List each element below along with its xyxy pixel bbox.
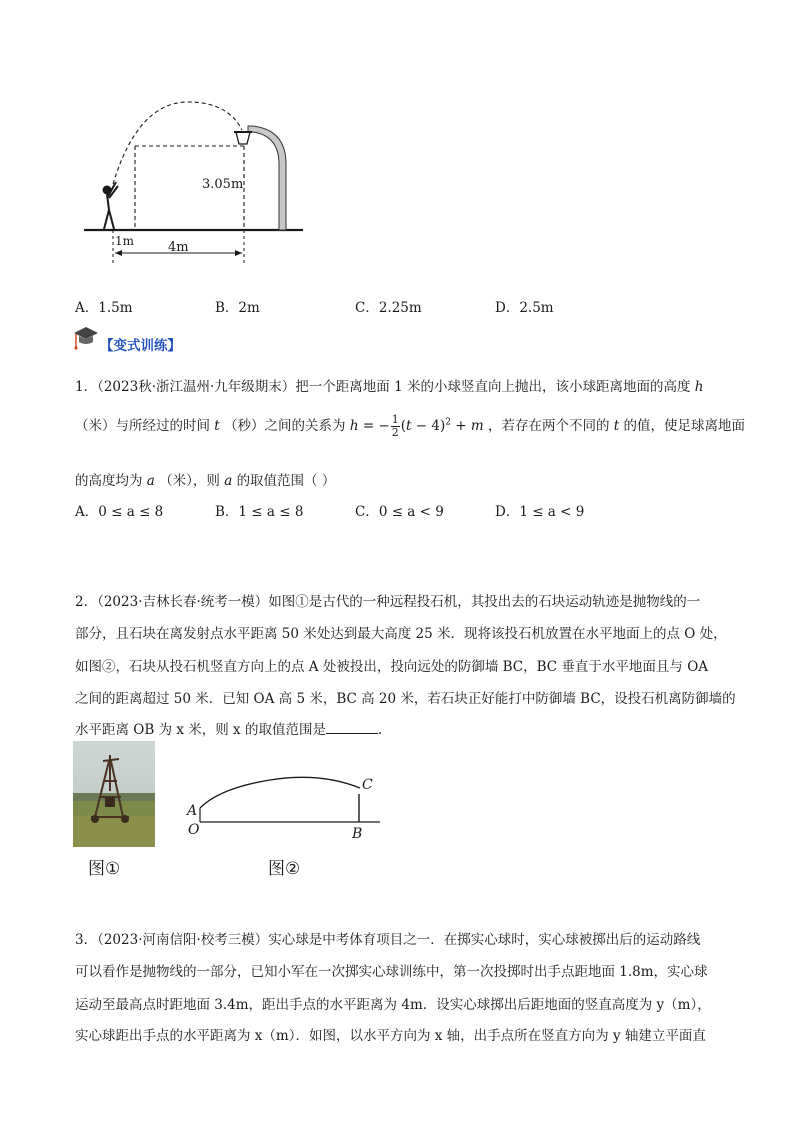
label-C: C	[362, 777, 373, 793]
trajectory-diagram	[180, 760, 400, 850]
q1-option-d[interactable]: D．1 ≤ a < 9	[495, 504, 585, 520]
q2-line2: 部分，且石块在离发射点水平距离 50 米处达到最大高度 25 米．现将该投石机放置在水平地面上的点 O 处，	[75, 626, 727, 642]
caption-fig1: 图①	[88, 859, 121, 879]
basketball-figure	[78, 92, 308, 270]
caption-fig2: 图②	[268, 859, 301, 879]
label-1m: 1m	[115, 234, 135, 248]
q0-option-d[interactable]: D．2.5m	[495, 300, 554, 316]
q0-option-c[interactable]: C．2.25m	[355, 300, 422, 316]
q0-option-a[interactable]: A．1.5m	[75, 300, 133, 316]
q0-options	[75, 296, 635, 316]
q2-line4: 之间的距离超过 50 米．已知 OA 高 5 米，BC 高 20 米，若石块正好能打中防御墙 BC，设投石机离防御墙的	[75, 691, 736, 707]
q2-line5: 水平距离 OB 为 x 米，则 x 的取值范围是 ．	[75, 722, 392, 738]
q1-option-b[interactable]: B．1 ≤ a ≤ 8	[215, 504, 304, 520]
var-h: h	[694, 379, 704, 395]
label-B: B	[352, 826, 363, 842]
q3-line2: 可以看作是抛物线的一部分，已知小军在一次掷实心球训练中，第一次投掷时出手点距地面 1.8m，实心球	[75, 964, 708, 980]
q1-option-a[interactable]: A．0 ≤ a ≤ 8	[75, 504, 164, 520]
q3-line1: 3．（2023·河南信阳·校考三模）实心球是中考体育项目之一．在掷实心球时，实心球被掷出后的运动路线	[75, 932, 701, 948]
q1-option-c[interactable]: C．0 ≤ a < 9	[355, 504, 444, 520]
label-A: A	[187, 803, 198, 819]
player-icon	[104, 182, 119, 229]
q1-line1: 1．（2023秋·浙江温州·九年级期末）把一个距离地面 1 米的小球竖直向上抛出，该小球距离地面的高度 h	[75, 379, 704, 395]
q3-line3: 运动至最高点时距地面 3.4m，距出手点的水平距离为 4m．设实心球掷出后距地面的竖直高度为 y（m），	[75, 997, 711, 1013]
q3-line4: 实心球距出手点的水平距离为 x（m）．如图，以水平方向为 x 轴，出手点所在竖直方向为 y 轴建立平面直	[75, 1028, 706, 1044]
q1-line2: （米）与所经过的时间 t （秒）之间的关系为 h = − $\frac{1}{2}$ $(t - 4)^2 + m$ ，若存在两个不同的 t 的值，使足球离地面	[75, 413, 745, 439]
q1-line3: 的高度均为 a （米），则 a 的取值范围（ ）	[75, 473, 336, 489]
label-4m: 4m	[168, 240, 189, 255]
q1-options	[75, 500, 635, 520]
q1-number: 1．	[75, 379, 98, 395]
q1-formula: h = − $\frac{1}{2}$ $(t - 4)^2 + m$	[349, 413, 484, 439]
q0-option-b[interactable]: B．2m	[215, 300, 260, 316]
label-height: 3.05m	[202, 177, 244, 192]
label-O: O	[188, 822, 200, 838]
answer-blank[interactable]	[326, 721, 378, 734]
graduation-cap-icon	[72, 325, 100, 351]
trebuchet-photo	[73, 741, 155, 847]
section-title: 【变式训练】	[100, 338, 181, 354]
q2-line1: 2．（2023·吉林长春·统考一模）如图①是古代的一种远程投石机，其投出去的石块运动轨迹是抛物线的一	[75, 594, 701, 610]
q1-source: （2023秋·浙江温州·九年级期末）	[97, 379, 296, 395]
q2-line3: 如图②，石块从投石机竖直方向上的点 A 处被投出，投向远处的防御墙 BC，BC 垂直于水平地面且与 OA	[75, 659, 709, 675]
